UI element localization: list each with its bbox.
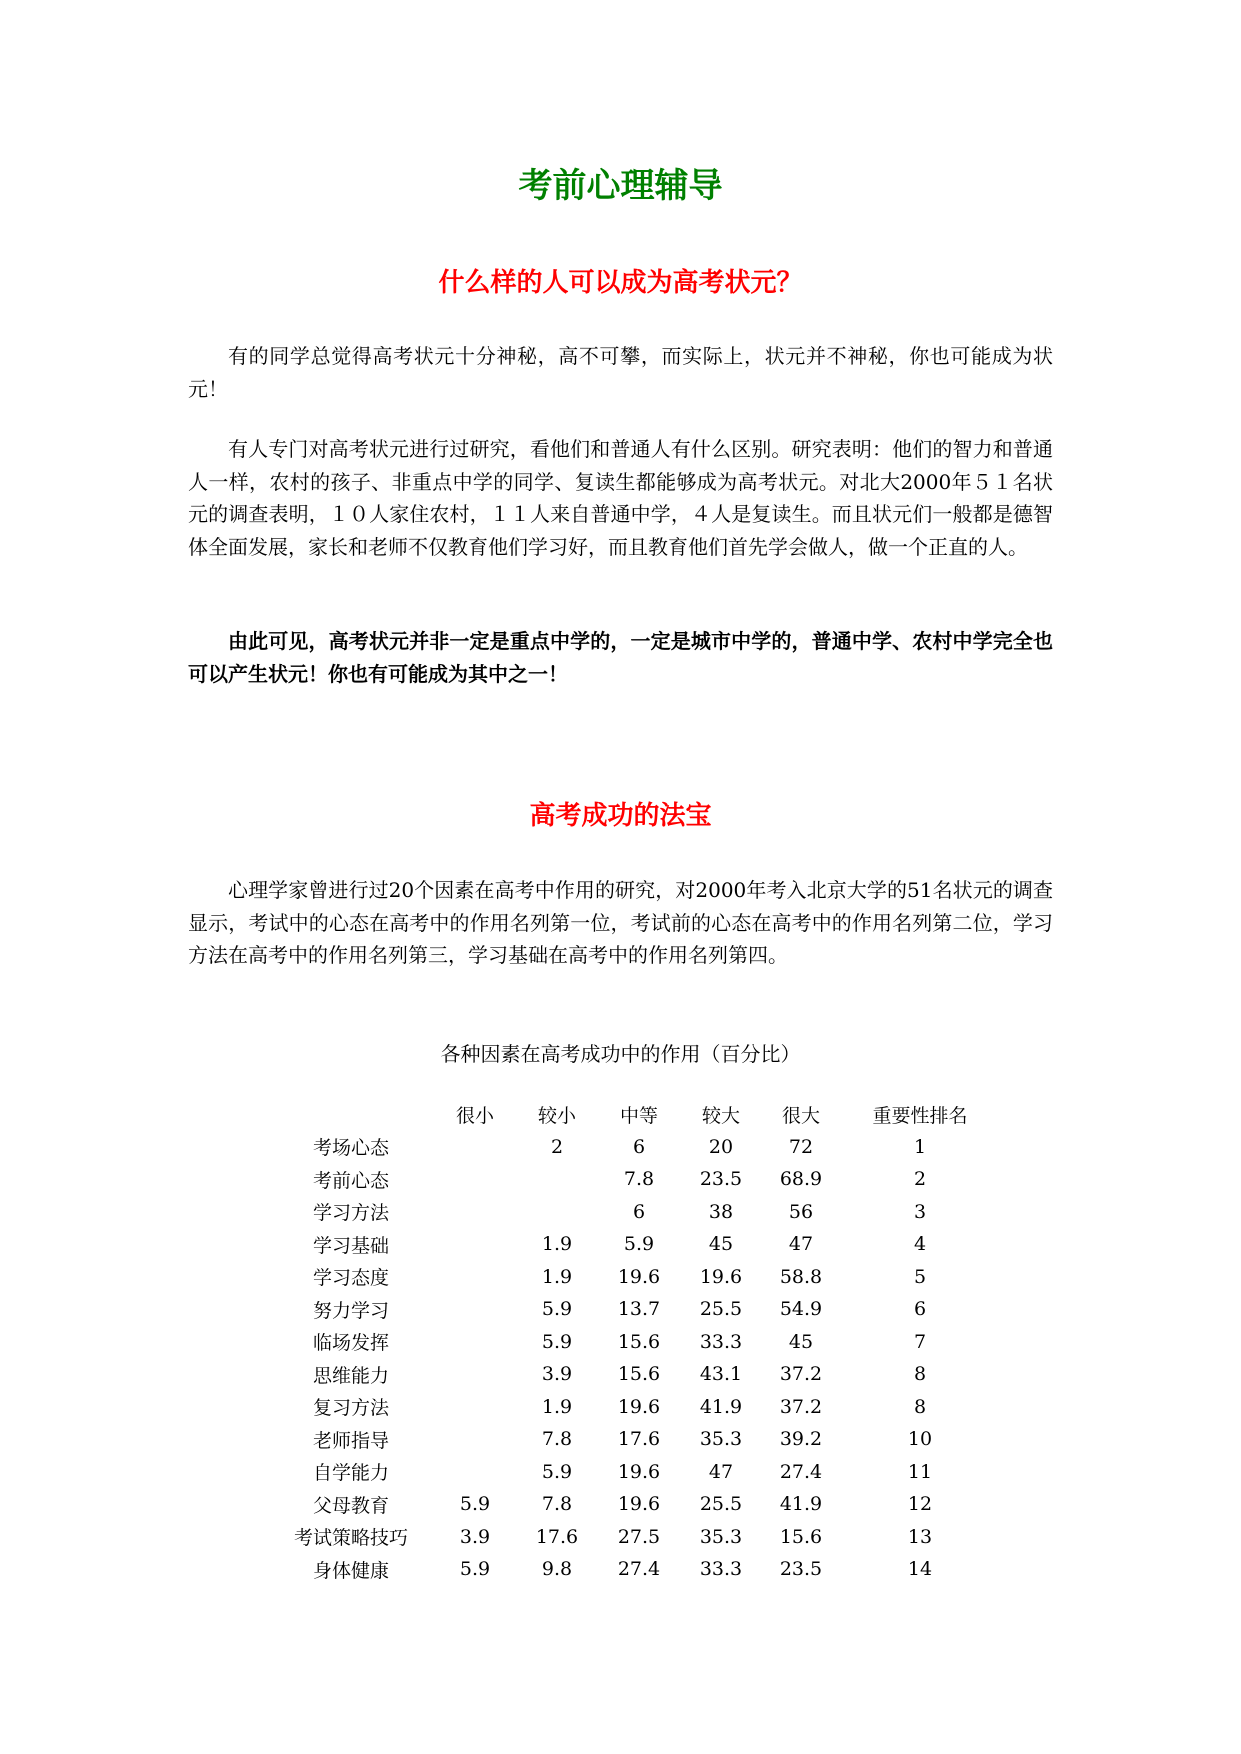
table-row: [268, 1521, 1000, 1554]
rank-cell: 10: [907, 1428, 933, 1451]
percent-cell: 68.9: [779, 1168, 823, 1191]
table-row: [268, 1228, 1000, 1261]
percent-cell: 72: [788, 1135, 814, 1158]
table-row: [268, 1326, 1000, 1359]
header-cell: 重要性排名: [872, 1104, 968, 1127]
rank-cell: 12: [907, 1493, 933, 1516]
factor-name-cell: 努力学习: [312, 1299, 389, 1322]
header-cell: 较大: [701, 1104, 740, 1127]
percent-cell: 27.4: [779, 1460, 823, 1483]
percent-cell: [434, 1358, 516, 1391]
table-row: [268, 1391, 1000, 1424]
header-cell: [268, 1098, 434, 1131]
percent-cell: 1.9: [541, 1265, 573, 1288]
percent-cell: 33.3: [699, 1558, 743, 1581]
percent-cell: [434, 1261, 516, 1294]
percent-cell: 3.9: [459, 1525, 491, 1548]
percent-cell: 23.5: [699, 1168, 743, 1191]
percent-cell: 39.2: [779, 1428, 823, 1451]
header-cell: 很小: [455, 1104, 494, 1127]
percent-cell: 13.7: [617, 1298, 661, 1321]
percent-cell: [516, 1196, 598, 1229]
rank-cell: 13: [907, 1525, 933, 1548]
percent-cell: 41.9: [779, 1493, 823, 1516]
percent-cell: 54.9: [779, 1298, 823, 1321]
percent-cell: 5.9: [623, 1233, 655, 1256]
factor-name-cell: 身体健康: [312, 1559, 389, 1582]
table-row: [268, 1131, 1000, 1164]
percent-cell: 20: [708, 1135, 734, 1158]
percent-cell: 5.9: [459, 1493, 491, 1516]
percent-cell: 33.3: [699, 1330, 743, 1353]
percent-cell: 6: [632, 1200, 646, 1223]
percent-cell: 9.8: [541, 1558, 573, 1581]
percent-cell: [434, 1391, 516, 1424]
percent-cell: 37.2: [779, 1363, 823, 1386]
percent-cell: 7.8: [541, 1428, 573, 1451]
percent-cell: 37.2: [779, 1395, 823, 1418]
factor-name-cell: 思维能力: [312, 1364, 389, 1387]
factors-table: [268, 1098, 1000, 1586]
header-cell: 很大: [781, 1104, 820, 1127]
paragraph-research: 有人专门对高考状元进行过研究，看他们和普通人有什么区别。研究表明：他们的智力和普通人一样，农村的孩子、非重点中学的同学、复读生都能够成为高考状元。对北大2000年５１名状元的调查表明，１０人家住农村，１１人来自普通中学，４人是复读生。而且状元们一般都是德智体全面发展，家长和老师不仅教育他们学习好，而且教育他们首先学会做人，做一个正直的人。: [188, 437, 1053, 559]
paragraph-study: 心理学家曾进行过20个因素在高考中作用的研究，对2000年考入北京大学的51名状元的调查显示，考试中的心态在高考中的作用名列第一位，考试前的心态在高考中的作用名列第二位，学习方法在高考中的作用名列第三，学习基础在高考中的作用名列第四。: [188, 878, 1053, 967]
percent-cell: 35.3: [699, 1428, 743, 1451]
percent-cell: [516, 1163, 598, 1196]
rank-cell: 14: [907, 1558, 933, 1581]
rank-cell: 7: [913, 1330, 927, 1353]
factor-name-cell: 考场心态: [312, 1137, 389, 1160]
percent-cell: 1.9: [541, 1395, 573, 1418]
rank-cell: 4: [913, 1233, 927, 1256]
table-row: [268, 1456, 1000, 1489]
percent-cell: 23.5: [779, 1558, 823, 1581]
percent-cell: 15.6: [617, 1363, 661, 1386]
percent-cell: 5.9: [541, 1298, 573, 1321]
table-row: [268, 1358, 1000, 1391]
table-row: [268, 1196, 1000, 1229]
percent-cell: 56: [788, 1200, 814, 1223]
header-cell: 较小: [537, 1104, 576, 1127]
rank-cell: 1: [913, 1135, 927, 1158]
percent-cell: 15.6: [617, 1330, 661, 1353]
paragraph-conclusion: 由此可见，高考状元并非一定是重点中学的，一定是城市中学的，普通中学、农村中学完全也可以产生状元！你也有可能成为其中之一！: [188, 629, 1053, 686]
percent-cell: [434, 1131, 516, 1164]
percent-cell: 27.5: [617, 1525, 661, 1548]
rank-cell: 3: [913, 1200, 927, 1223]
factor-name-cell: 临场发挥: [312, 1332, 389, 1355]
percent-cell: [434, 1326, 516, 1359]
factor-name-cell: 学习基础: [312, 1234, 389, 1257]
rank-cell: 5: [913, 1265, 927, 1288]
percent-cell: 38: [708, 1200, 734, 1223]
percent-cell: 45: [708, 1233, 734, 1256]
percent-cell: [434, 1423, 516, 1456]
percent-cell: 19.6: [617, 1395, 661, 1418]
factor-name-cell: 学习方法: [312, 1202, 389, 1225]
percent-cell: [434, 1228, 516, 1261]
percent-cell: 25.5: [699, 1493, 743, 1516]
percent-cell: 45: [788, 1330, 814, 1353]
table-row: [268, 1261, 1000, 1294]
factor-name-cell: 学习态度: [312, 1267, 389, 1290]
rank-cell: 8: [913, 1395, 927, 1418]
factor-name-cell: 老师指导: [312, 1429, 389, 1452]
factor-name-cell: 父母教育: [312, 1494, 389, 1517]
table-row: [268, 1163, 1000, 1196]
paragraph-intro: 有的同学总觉得高考状元十分神秘，高不可攀，而实际上，状元并不神秘，你也可能成为状元！: [188, 344, 1053, 401]
percent-cell: 6: [632, 1135, 646, 1158]
table-header-row: [268, 1098, 1000, 1131]
percent-cell: 35.3: [699, 1525, 743, 1548]
percent-cell: 25.5: [699, 1298, 743, 1321]
percent-cell: 5.9: [541, 1460, 573, 1483]
percent-cell: [434, 1163, 516, 1196]
percent-cell: 47: [708, 1460, 734, 1483]
percent-cell: 17.6: [617, 1428, 661, 1451]
percent-cell: 7.8: [623, 1168, 655, 1191]
percent-cell: 1.9: [541, 1233, 573, 1256]
percent-cell: 19.6: [617, 1493, 661, 1516]
document-title: 考前心理辅导: [518, 166, 723, 206]
rank-cell: 6: [913, 1298, 927, 1321]
table-row: [268, 1423, 1000, 1456]
percent-cell: 15.6: [779, 1525, 823, 1548]
percent-cell: [434, 1456, 516, 1489]
section-heading-top-scorer: 什么样的人可以成为高考状元？: [438, 268, 803, 298]
percent-cell: 19.6: [699, 1265, 743, 1288]
rank-cell: 2: [913, 1168, 927, 1191]
table-row: [268, 1553, 1000, 1586]
percent-cell: [434, 1196, 516, 1229]
header-cell: 中等: [619, 1104, 658, 1127]
factor-name-cell: 复习方法: [312, 1397, 389, 1420]
rank-cell: 11: [907, 1460, 933, 1483]
percent-cell: 17.6: [535, 1525, 579, 1548]
factor-name-cell: 考前心态: [312, 1169, 389, 1192]
section-heading-success: 高考成功的法宝: [529, 801, 712, 831]
percent-cell: 5.9: [459, 1558, 491, 1581]
percent-cell: 19.6: [617, 1460, 661, 1483]
percent-cell: 2: [550, 1135, 564, 1158]
percent-cell: 7.8: [541, 1493, 573, 1516]
percent-cell: 47: [788, 1233, 814, 1256]
percent-cell: [434, 1293, 516, 1326]
percent-cell: 27.4: [617, 1558, 661, 1581]
table-row: [268, 1293, 1000, 1326]
table-caption: 各种因素在高考成功中的作用（百分比）: [440, 1042, 801, 1066]
factor-name-cell: 考试策略技巧: [293, 1527, 408, 1550]
table-body: [268, 1131, 1000, 1586]
percent-cell: 43.1: [699, 1363, 743, 1386]
rank-cell: 8: [913, 1363, 927, 1386]
percent-cell: 58.8: [779, 1265, 823, 1288]
table-row: [268, 1488, 1000, 1521]
percent-cell: 19.6: [617, 1265, 661, 1288]
factor-name-cell: 自学能力: [312, 1462, 389, 1485]
percent-cell: 5.9: [541, 1330, 573, 1353]
percent-cell: 41.9: [699, 1395, 743, 1418]
percent-cell: 3.9: [541, 1363, 573, 1386]
